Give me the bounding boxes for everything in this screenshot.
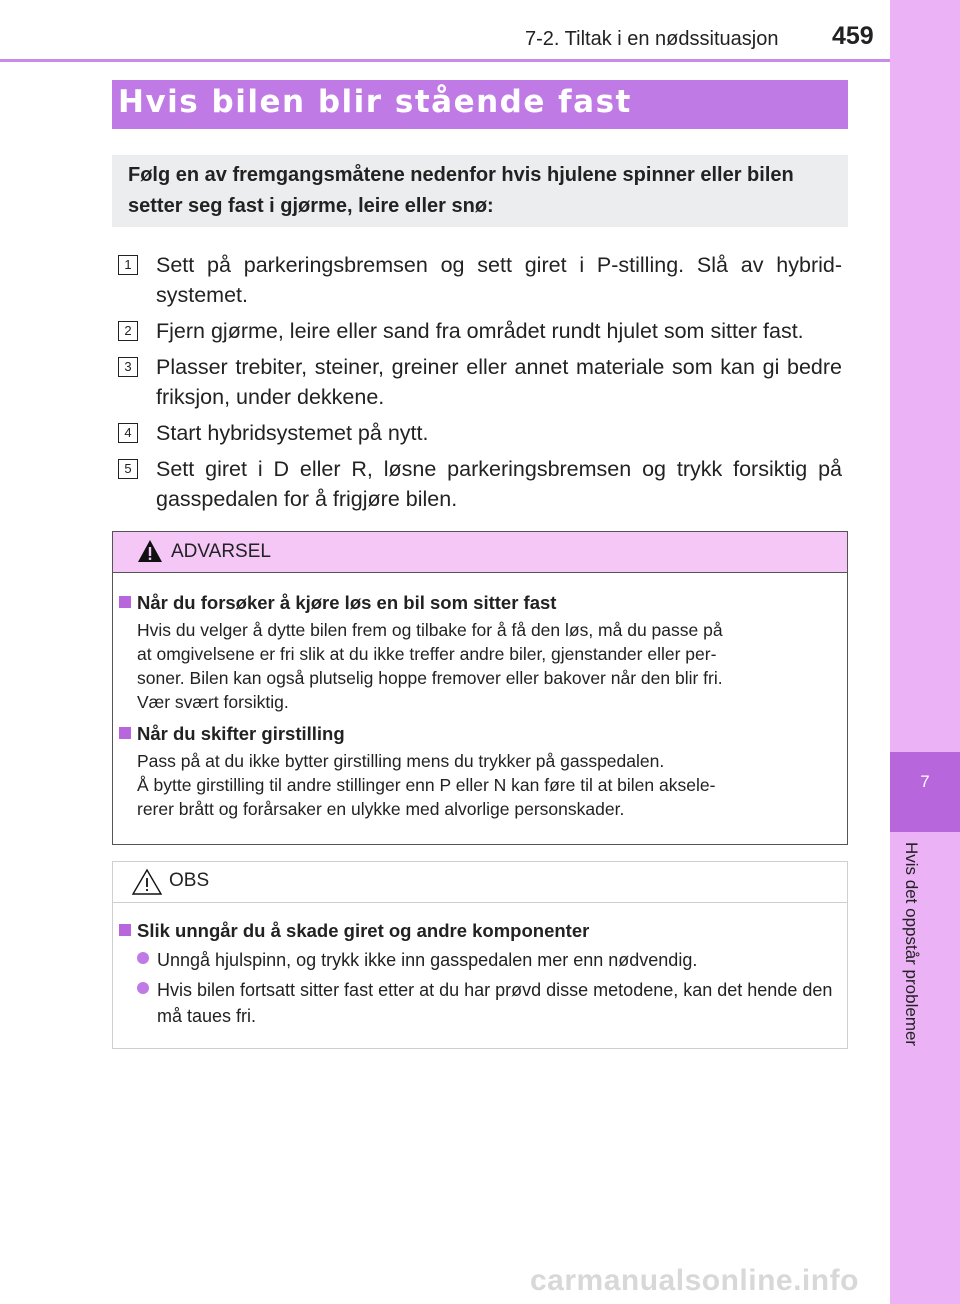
step-text: Start hybridsystemet på nytt. [156,421,429,445]
warning-triangle-icon [137,539,163,568]
step-text: Sett giret i D eller R, løsne parkeringsbremsen og trykk forsiktig på gasspedalen for å frigjøre bilen. [156,457,842,511]
step-text: Plasser trebiter, steiner, greiner eller annet materiale som kan gi bedre friksjon, under dekkene. [156,355,842,409]
square-bullet-icon [119,727,131,739]
caution-item-heading: Slik unngår du å skade giret og andre komponenter [137,920,590,941]
caution-triangle-icon [131,868,163,901]
warning-item-heading: Når du forsøker å kjøre løs en bil som sitter fast [137,592,557,613]
step-number: 3 [118,357,138,377]
caution-bullet-text: Hvis bilen fortsatt sitter fast etter at du har prøvd disse metodene, kan det hende den må taues fri. [157,980,833,1026]
chapter-number-tab [890,752,960,832]
bullet-dot-icon [137,952,149,964]
square-bullet-icon [119,924,131,936]
header-divider [0,59,890,62]
caution-header [113,862,847,903]
warning-label: ADVARSEL [171,541,271,562]
warning-header [113,532,847,573]
page-number: 459 [832,22,874,50]
bullet-dot-icon [137,982,149,994]
chapter-number: 7 [920,772,930,791]
step-text: Sett på parkeringsbremsen og sett giret i P-stilling. Slå av hybrid-systemet. [156,253,842,307]
page-title: Hvis bilen blir stående fast [118,84,632,120]
caution-bullet-text: Unngå hjulspinn, og trykk ikke inn gasspedalen mer enn nødvendig. [157,950,698,970]
warning-item-body: Pass på at du ikke bytter girstilling mens du trykker på gasspedalen. Å bytte girstilling til andre stillinger enn P eller N kan føre til at bilen aksele- rerer brått og forårsaker en ulykke med alvorlige personskader. [137,751,716,819]
chapter-side-tab [890,0,960,1304]
step-number: 4 [118,423,138,443]
step-number: 5 [118,459,138,479]
page-title-bar [112,80,848,129]
warning-item-body: Hvis du velger å dytte bilen frem og tilbake for å få den løs, må du passe på at omgivelsene er fri slik at du ikke treffer andre biler, gjenstander eller per- soner. Bilen kan også plutselig hoppe fremover eller bakover når den blir fri. Vær svært forsiktig. [137,620,723,712]
chapter-title: Hvis det oppstår problemer [902,842,921,1047]
intro-text: Følg en av fremgangsmåtene nedenfor hvis hjulene spinner eller bilen setter seg fast i gjørme, leire eller snø: [128,164,794,217]
step-number: 1 [118,255,138,275]
caution-label: OBS [169,870,210,891]
warning-box [112,531,848,845]
warning-item-heading: Når du skifter girstilling [137,723,345,744]
section-title: 7-2. Tiltak i en nødssituasjon [525,28,779,50]
step-text: Fjern gjørme, leire eller sand fra området rundt hjulet som sitter fast. [156,319,804,343]
intro-box [112,155,848,227]
step-number: 2 [118,321,138,341]
watermark: carmanualsonline.info [530,1264,859,1297]
caution-box [112,861,848,1049]
square-bullet-icon [119,596,131,608]
